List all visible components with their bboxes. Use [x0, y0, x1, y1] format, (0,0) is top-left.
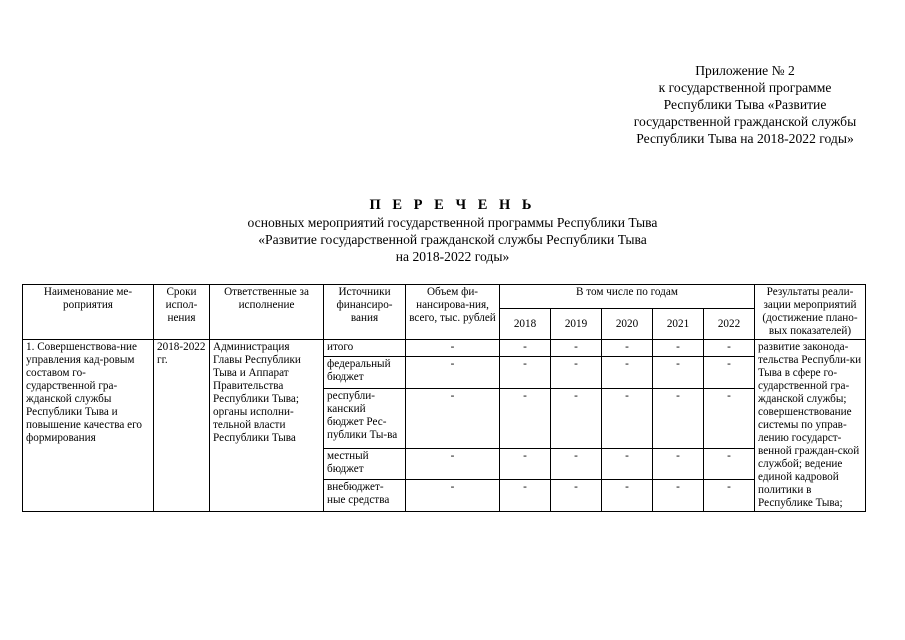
year-value: - [704, 340, 755, 357]
header-by-years: В том числе по годам [500, 285, 755, 309]
year-value: - [500, 448, 551, 480]
year-value: - [653, 340, 704, 357]
header-name: Наименование ме-роприятия [23, 285, 154, 340]
year-value: - [653, 480, 704, 512]
year-value: - [500, 388, 551, 448]
year-value: - [602, 340, 653, 357]
table-row [23, 340, 866, 357]
source-name: внебюджет-ные средства [324, 480, 406, 512]
source-volume: - [406, 340, 500, 357]
header-year: 2021 [653, 309, 704, 340]
year-value: - [500, 357, 551, 389]
source-volume: - [406, 357, 500, 389]
header-volume: Объем фи-нансирова-ния, всего, тыс. рублей [406, 285, 500, 340]
year-value: - [653, 388, 704, 448]
measure-terms: 2018-2022 гг. [154, 340, 210, 512]
source-name: местный бюджет [324, 448, 406, 480]
year-value: - [551, 480, 602, 512]
appendix-line: к государственной программе [658, 80, 832, 95]
header-sources: Источники финансиро-вания [324, 285, 406, 340]
appendix-line: Приложение № 2 [695, 63, 795, 78]
measure-name: 1. Совершенствова-ние управления кад-ровым составом го-сударственной гра-жданской службы Республики Тыва и повышение качества его формирования [23, 340, 154, 512]
source-volume: - [406, 480, 500, 512]
source-volume: - [406, 448, 500, 480]
header-terms: Сроки испол-нения [154, 285, 210, 340]
header-year: 2019 [551, 309, 602, 340]
source-volume: - [406, 388, 500, 448]
year-value: - [551, 340, 602, 357]
source-name: федеральный бюджет [324, 357, 406, 389]
subtitle-line: на 2018-2022 годы» [395, 249, 510, 264]
source-name: итого [324, 340, 406, 357]
year-value: - [551, 388, 602, 448]
measures-table [22, 284, 866, 512]
subtitle-line: основных мероприятий государственной программы Республики Тыва [247, 215, 658, 230]
year-value: - [653, 448, 704, 480]
year-value: - [602, 388, 653, 448]
header-row [23, 285, 866, 309]
year-value: - [602, 448, 653, 480]
year-value: - [551, 357, 602, 389]
header-year: 2018 [500, 309, 551, 340]
appendix-block [600, 62, 890, 147]
source-name: республи-канский бюджет Рес-публики Ты-ва [324, 388, 406, 448]
document-title: П Е Р Е Ч Е Н Ь [369, 197, 536, 213]
header-results: Результаты реали-зации мероприятий (достижение плано-вых показателей) [755, 285, 866, 340]
header-year: 2022 [704, 309, 755, 340]
document-subtitle [0, 214, 905, 265]
year-value: - [602, 357, 653, 389]
header-year: 2020 [602, 309, 653, 340]
year-value: - [500, 480, 551, 512]
appendix-line: Республики Тыва «Развитие [663, 97, 827, 112]
subtitle-line: «Развитие государственной гражданской службы Республики Тыва [258, 232, 647, 247]
year-value: - [704, 480, 755, 512]
year-value: - [704, 357, 755, 389]
measure-results: развитие законода-тельства Республи-ки Тыва в сфере го-сударственной гра-жданской службы; совершенствование системы по управ-лению государст-венной граждан-ской службой; ведение единой кадровой политики в Республике Тыва; [755, 340, 866, 512]
year-value: - [704, 448, 755, 480]
year-value: - [704, 388, 755, 448]
appendix-line: государственной гражданской службы [633, 114, 857, 129]
year-value: - [500, 340, 551, 357]
appendix-line: Республики Тыва на 2018-2022 годы» [636, 131, 854, 146]
year-value: - [551, 448, 602, 480]
year-value: - [602, 480, 653, 512]
year-value: - [653, 357, 704, 389]
measure-responsible: Администрация Главы Республики Тыва и Аппарат Правительства Республики Тыва; органы исполни-тельной власти Республики Тыва [210, 340, 324, 512]
header-responsible: Ответственные за исполнение [210, 285, 324, 340]
